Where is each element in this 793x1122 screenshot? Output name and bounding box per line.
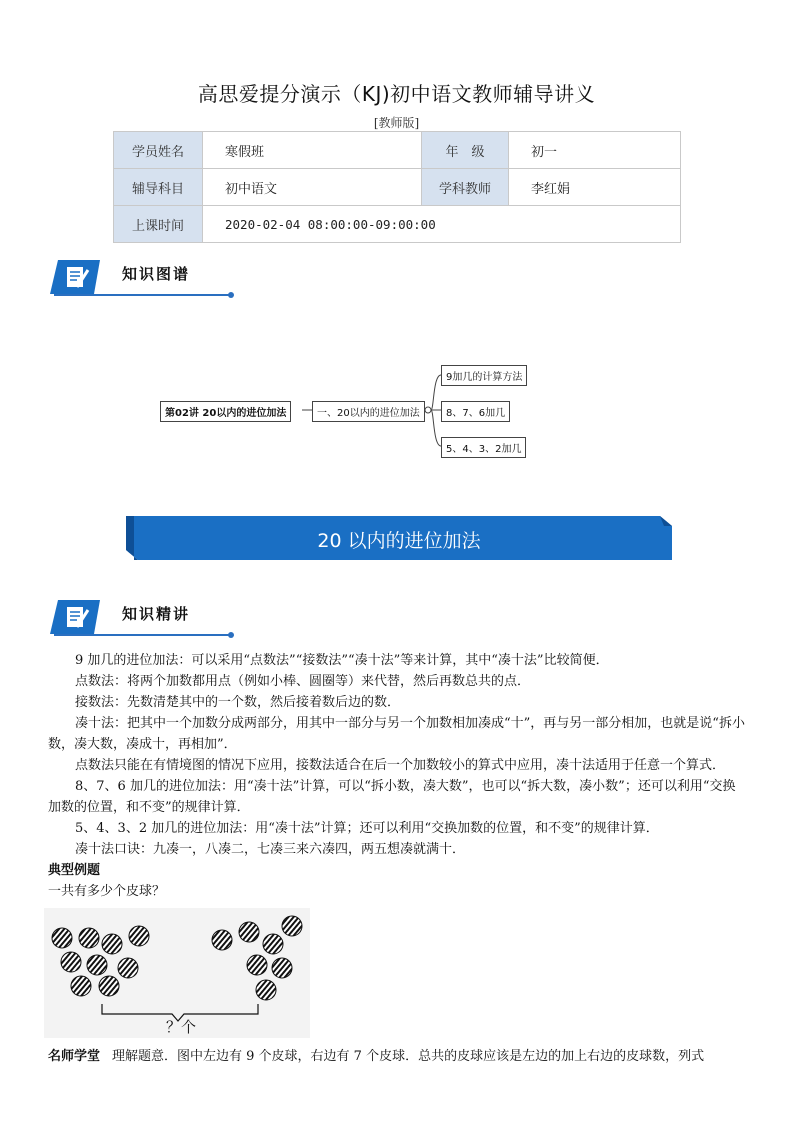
paragraph: 凑十法口诀：九凑一，八凑二，七凑三来六凑四，两五想凑就满十． bbox=[75, 842, 466, 857]
table-row bbox=[114, 132, 681, 169]
mindmap-branch: 一、20以内的进位加法 bbox=[312, 401, 425, 422]
page-title: 高思爱提分演示（KJ)初中语文教师辅导讲义 bbox=[197, 82, 596, 106]
mindmap-leaf: 8、7、6加几 bbox=[441, 401, 510, 422]
paragraph: 接数法：先数清楚其中的一个数，然后接着数后边的数． bbox=[75, 695, 401, 710]
subject-value: 初中语文 bbox=[203, 169, 422, 206]
example-heading: 典型例题 bbox=[48, 863, 101, 878]
section-underline-dot bbox=[228, 292, 234, 298]
grade-label: 年 级 bbox=[422, 132, 509, 169]
class-time-label: 上课时间 bbox=[114, 206, 203, 243]
teacher-label: 学科教师 bbox=[422, 169, 509, 206]
knowledge-detail-header bbox=[50, 598, 240, 640]
teacher-value: 李红娟 bbox=[509, 169, 681, 206]
table-row bbox=[114, 169, 681, 206]
teacher-note-text: 理解题意．图中左边有 9 个皮球，右边有 7 个皮球．总共的皮球应该是左边的加上右边的皮球数，列式 bbox=[112, 1049, 705, 1064]
mindmap-leaf: 5、4、3、2加几 bbox=[441, 437, 526, 458]
banner-title: 20 以内的进位加法 bbox=[317, 530, 481, 552]
paragraph: 8、7、6 加几的进位加法：用“凑十法”计算，可以“拆小数，凑大数”，也可以“拆大数，凑小数”；还可以利用“交换加数的位置，和不变”的规律计算． bbox=[48, 779, 736, 815]
notepad-pen-icon bbox=[50, 260, 100, 294]
paragraph: 9 加几的进位加法：可以采用“点数法”“接数法”“凑十法”等来计算，其中“凑十法”比较简便． bbox=[75, 653, 609, 668]
class-time-value: 2020-02-04 08:00:00-09:00:00 bbox=[203, 206, 681, 243]
section-underline bbox=[54, 634, 230, 636]
paragraph: 凑十法：把其中一个加数分成两部分，用其中一部分与另一个加数相加凑成“十”，再与另一部分相加，也就是说“拆小数，凑大数，凑成十，再相加”． bbox=[48, 716, 745, 752]
table-row bbox=[114, 206, 681, 243]
paragraph: 点数法只能在有情境图的情况下应用，接数法适合在后一个加数较小的算式中应用，凑十法适用于任意一个算式． bbox=[75, 758, 726, 773]
section-title: 知识图谱 bbox=[122, 265, 191, 283]
knowledge-content bbox=[48, 650, 748, 902]
figure-caption: ？个 bbox=[166, 1018, 197, 1036]
notepad-pen-icon bbox=[50, 600, 100, 634]
subject-label: 辅导科目 bbox=[114, 169, 203, 206]
section-underline-dot bbox=[228, 632, 234, 638]
paragraph: 5、4、3、2 加几的进位加法：用“凑十法”计算；还可以利用“交换加数的位置，和不变”的规律计算． bbox=[75, 821, 659, 836]
section-title: 知识精讲 bbox=[122, 605, 191, 623]
teacher-note-label: 名师学堂 bbox=[48, 1049, 101, 1064]
grade-value: 初一 bbox=[509, 132, 681, 169]
example-question: 一共有多少个皮球？ bbox=[48, 884, 166, 899]
version-label: [教师版] bbox=[373, 116, 420, 130]
teacher-note bbox=[48, 1046, 748, 1067]
student-name-value: 寒假班 bbox=[203, 132, 422, 169]
mindmap-leaf: 9加几的计算方法 bbox=[441, 365, 527, 386]
paragraph: 点数法：将两个加数都用点（例如小棒、圆圈等）来代替，然后再数总共的点． bbox=[75, 674, 531, 689]
student-info-table bbox=[113, 131, 681, 243]
section-underline bbox=[54, 294, 230, 296]
mindmap-root: 第02讲 20以内的进位加法 bbox=[160, 401, 291, 422]
knowledge-map-header bbox=[50, 258, 240, 300]
student-name-label: 学员姓名 bbox=[114, 132, 203, 169]
